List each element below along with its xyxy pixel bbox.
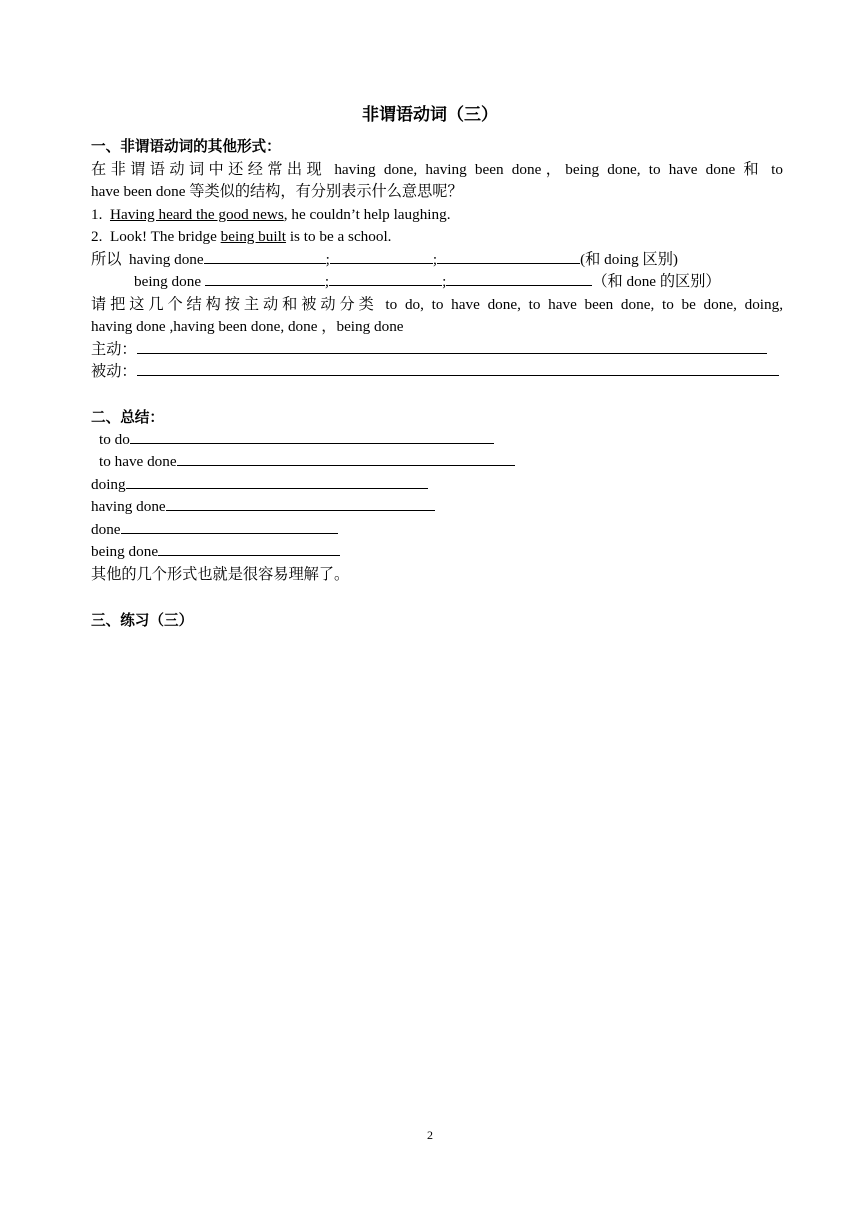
summary-item-label: being done <box>91 543 159 560</box>
summary-blank[interactable] <box>121 519 338 534</box>
example-1-number: 1. <box>91 206 103 223</box>
summary-item <box>91 496 783 518</box>
summary-item-label: done <box>91 521 121 538</box>
intro-line-1: 在非谓语动词中还经常出现 having done, having been done，being done, to have done 和 to <box>91 161 783 178</box>
separator: ; <box>432 251 438 268</box>
summary-blank[interactable] <box>126 474 428 489</box>
classify-line-1: 请把这几个结构按主动和被动分类 to do, to have done, to have been done, to be done, doing, <box>91 296 783 313</box>
example-2-underlined: being built <box>220 228 287 245</box>
summary-blank[interactable] <box>166 496 435 511</box>
summary-item <box>99 451 791 473</box>
classify-line-2: having done ,having been done, done ，being done <box>91 318 404 335</box>
being-done-blank-2[interactable] <box>329 271 442 286</box>
section3-heading: 三、练习（三） <box>91 612 194 629</box>
being-done-label: being done <box>134 273 202 290</box>
summary-blank[interactable] <box>130 429 494 444</box>
separator: ; <box>325 251 330 268</box>
page-title: 非谓语动词（三） <box>362 105 498 125</box>
having-done-row <box>91 249 783 271</box>
separator: ; <box>324 273 330 290</box>
passive-label: 被动： <box>91 363 137 380</box>
having-done-suffix: (和 doing 区别) <box>580 251 678 268</box>
being-done-blank-3[interactable] <box>446 271 592 286</box>
active-row <box>91 339 783 361</box>
summary-item <box>91 541 783 563</box>
having-done-label: having done <box>128 251 204 268</box>
example-2-pre: Look! The bridge <box>109 228 221 245</box>
being-done-blank-1[interactable] <box>205 271 325 286</box>
so-prefix: 所以 <box>91 251 122 268</box>
summary-blank[interactable] <box>177 451 515 466</box>
being-done-row <box>134 271 784 293</box>
summary-item-label: to do <box>99 431 130 448</box>
being-done-suffix: （和 done 的区别） <box>592 273 721 290</box>
example-2-number: 2. <box>91 228 103 245</box>
summary-blank[interactable] <box>158 541 340 556</box>
separator: ; <box>442 273 447 290</box>
passive-row <box>91 361 783 383</box>
summary-item-label: doing <box>91 476 126 493</box>
example-1-rest: , he couldn’t help laughing. <box>283 206 451 223</box>
summary-item-label: having done <box>91 498 166 515</box>
active-label: 主动： <box>91 341 137 358</box>
section1-heading: 一、非谓语动词的其他形式： <box>91 138 281 155</box>
passive-blank[interactable] <box>137 361 779 376</box>
having-done-blank-2[interactable] <box>330 249 433 264</box>
section2-heading: 二、总结： <box>91 409 164 426</box>
summary-item <box>99 429 791 451</box>
page-number: 2 <box>427 1128 433 1142</box>
summary-item <box>91 519 783 541</box>
example-2-rest: is to be a school. <box>286 228 392 245</box>
summary-item-label: to have done <box>99 453 177 470</box>
example-1-underlined: Having heard the good news <box>109 206 284 223</box>
active-blank[interactable] <box>137 339 767 354</box>
having-done-blank-1[interactable] <box>204 249 326 264</box>
example-2 <box>91 226 783 248</box>
example-1 <box>91 204 783 226</box>
summary-item <box>91 474 783 496</box>
summary-closing: 其他的几个形式也就是很容易理解了。 <box>91 566 350 583</box>
having-done-blank-3[interactable] <box>437 249 580 264</box>
intro-line-2: have been done 等类似的结构，有分别表示什么意思呢？ <box>91 183 463 200</box>
